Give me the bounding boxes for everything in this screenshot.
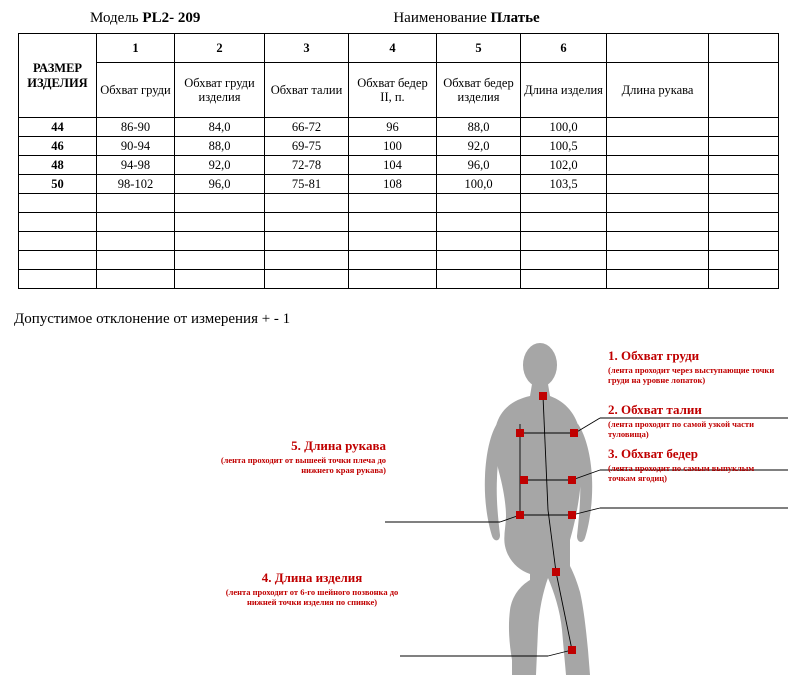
- table-row-empty: [19, 213, 779, 232]
- cell-sleeve: [607, 137, 709, 156]
- header-blank: [709, 63, 779, 118]
- product-name-block: [393, 10, 539, 27]
- cell-bust-garment: 96,0: [175, 175, 265, 194]
- model-label: Модель: [90, 10, 139, 26]
- model-block: [90, 10, 200, 27]
- cell-bust: 98-102: [97, 175, 175, 194]
- column-number-4: 4: [349, 34, 437, 63]
- cell-length: 100,0: [521, 118, 607, 137]
- measurement-diagram: [0, 330, 795, 675]
- column-number-5: 5: [437, 34, 521, 63]
- cell-bust-garment: 84,0: [175, 118, 265, 137]
- cell-blank: [709, 137, 779, 156]
- table-row: [19, 137, 779, 156]
- cell-size: 50: [19, 175, 97, 194]
- table-row: [19, 156, 779, 175]
- header-hips-garment: Обхват бедер изделия: [437, 63, 521, 118]
- column-number-row: [19, 34, 779, 63]
- header-length: Длина изделия: [521, 63, 607, 118]
- document-header: [0, 0, 795, 33]
- cell-size: 48: [19, 156, 97, 175]
- header-size: РАЗМЕР ИЗДЕЛИЯ: [19, 34, 97, 118]
- cell-bust-garment: 92,0: [175, 156, 265, 175]
- cell-hips-garment: 88,0: [437, 118, 521, 137]
- annotation-waist-title: 2. Обхват талии: [608, 402, 702, 417]
- cell-bust-garment: 88,0: [175, 137, 265, 156]
- column-header-row: [19, 63, 779, 118]
- column-number-1: 1: [97, 34, 175, 63]
- annotation-length-desc: (лента проходит от 6-го шейного позвонка до нижней точки изделия по спинке): [225, 587, 399, 608]
- header-bust: Обхват груди: [97, 63, 175, 118]
- cell-sleeve: [607, 175, 709, 194]
- cell-blank: [709, 156, 779, 175]
- mannequin-silhouette: [485, 343, 592, 675]
- product-name-value: Платье: [490, 10, 540, 26]
- cell-blank: [709, 175, 779, 194]
- table-row-empty: [19, 232, 779, 251]
- cell-waist: 66-72: [265, 118, 349, 137]
- cell-size: 46: [19, 137, 97, 156]
- column-number-blank: [607, 34, 709, 63]
- cell-hips-garment: 92,0: [437, 137, 521, 156]
- table-row-empty: [19, 270, 779, 289]
- annotation-sleeve-title: 5. Длина рукава: [291, 438, 386, 453]
- column-number-6: 6: [521, 34, 607, 63]
- annotation-sleeve-desc: (лента проходит от вышеей точки плеча до нижнего края рукава): [220, 455, 386, 476]
- table-row-empty: [19, 251, 779, 270]
- annotation-bust: [608, 348, 786, 385]
- annotation-bust-title: 1. Обхват груди: [608, 348, 700, 363]
- cell-hips2: 96: [349, 118, 437, 137]
- cell-hips2: 104: [349, 156, 437, 175]
- annotation-sleeve: [208, 438, 386, 475]
- cell-bust: 94-98: [97, 156, 175, 175]
- table-row-empty: [19, 194, 779, 213]
- header-bust-garment: Обхват груди изделия: [175, 63, 265, 118]
- table-row: [19, 175, 779, 194]
- header-waist: Обхват талии: [265, 63, 349, 118]
- annotation-hips: [608, 446, 784, 483]
- header-sleeve-length: Длина рукава: [607, 63, 709, 118]
- cell-hips-garment: 96,0: [437, 156, 521, 175]
- tolerance-note: Допустимое отклонение от измерения + - 1: [14, 311, 291, 327]
- column-number-2: 2: [175, 34, 265, 63]
- product-name-label: Наименование: [393, 10, 487, 26]
- annotation-hips-title: 3. Обхват бедер: [608, 446, 698, 461]
- cell-size: 44: [19, 118, 97, 137]
- cell-length: 100,5: [521, 137, 607, 156]
- size-table-wrap: [0, 33, 795, 289]
- column-number-3: 3: [265, 34, 349, 63]
- cell-sleeve: [607, 156, 709, 175]
- model-value: PL2- 209: [142, 10, 201, 26]
- annotation-waist-desc: (лента проходит по самой узкой части туловища): [608, 419, 754, 440]
- cell-waist: 75-81: [265, 175, 349, 194]
- cell-length: 103,5: [521, 175, 607, 194]
- header-hips-2: Обхват бедер II, п.: [349, 63, 437, 118]
- size-table: [18, 33, 779, 289]
- annotation-bust-desc: (лента проходит через выступающие точки груди на уровне лопаток): [608, 365, 775, 386]
- cell-bust: 90-94: [97, 137, 175, 156]
- cell-waist: 72-78: [265, 156, 349, 175]
- cell-hips2: 100: [349, 137, 437, 156]
- annotation-hips-desc: (лента проходит по самым выпуклым точкам ягодиц): [608, 463, 755, 484]
- cell-blank: [709, 118, 779, 137]
- annotation-length: [222, 570, 402, 607]
- annotation-waist: [608, 402, 784, 439]
- cell-sleeve: [607, 118, 709, 137]
- cell-bust: 86-90: [97, 118, 175, 137]
- cell-hips-garment: 100,0: [437, 175, 521, 194]
- column-number-blank-2: [709, 34, 779, 63]
- annotation-length-title: 4. Длина изделия: [261, 570, 363, 585]
- table-row: [19, 118, 779, 137]
- cell-hips2: 108: [349, 175, 437, 194]
- cell-length: 102,0: [521, 156, 607, 175]
- cell-waist: 69-75: [265, 137, 349, 156]
